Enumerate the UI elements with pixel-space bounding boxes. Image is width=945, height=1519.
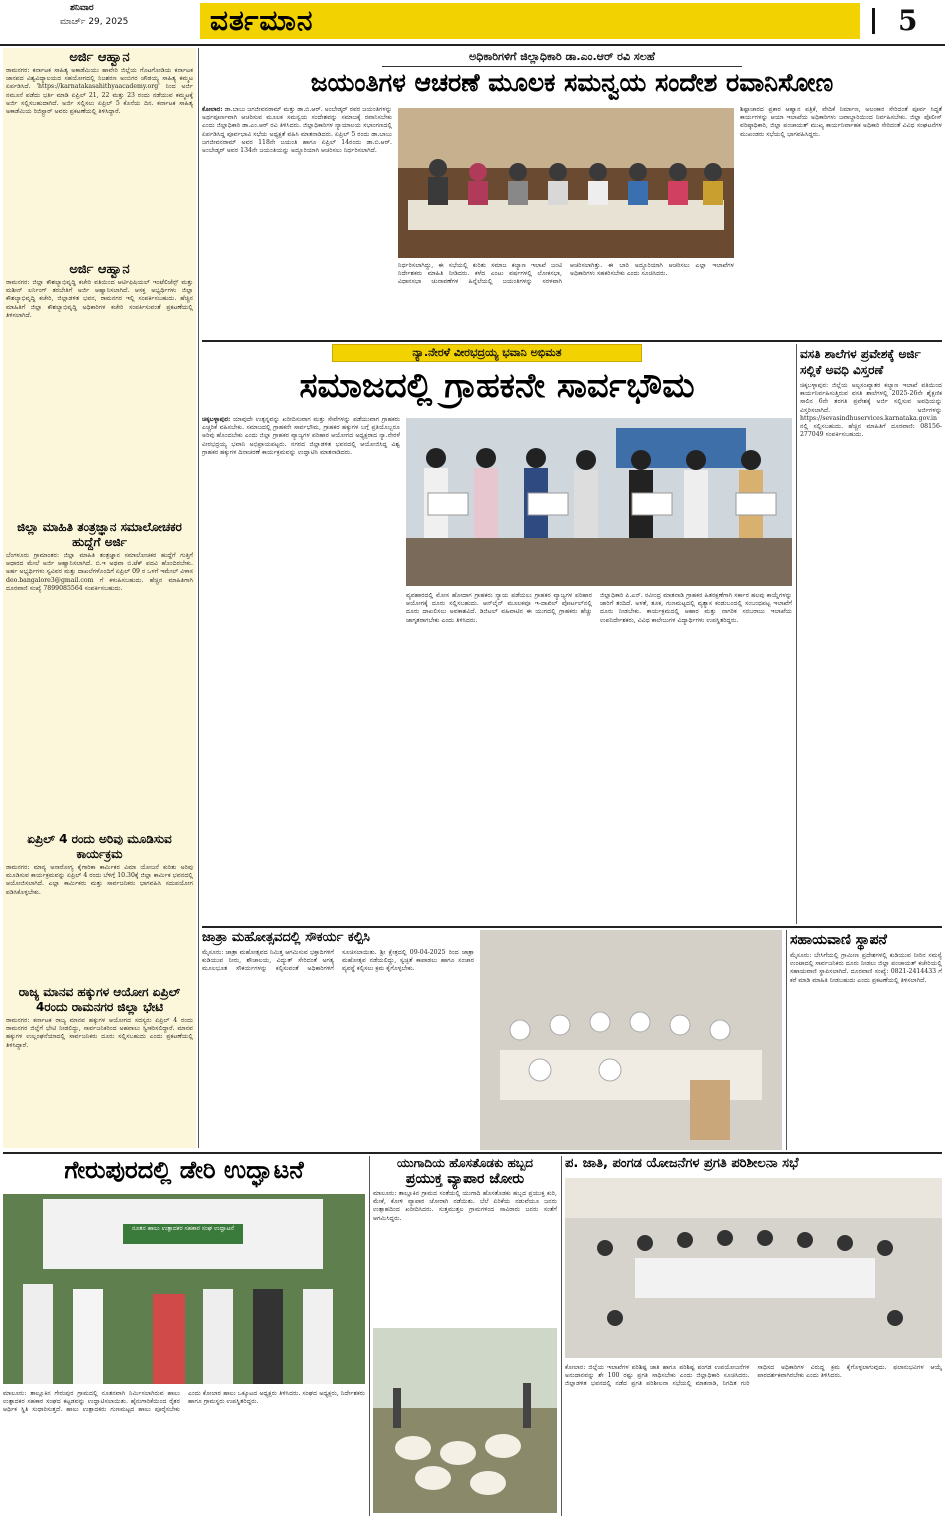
top-story	[202, 48, 942, 338]
sidebar-article-body: ರಾಮನಗರ: ಮಾನ್ಯ ಅನಾರೋಗ್ಯ ಕೈಗಾರಿಕಾ ಕಾರ್ಮಿಕರ ವಿಮಾ ಯೋಜನೆ ಕುರಿತು ಅರಿವು ಮೂಡಿಸುವ ಕಾರ್ಯಕ್ರಮವನ್ನು ಏಪ್ರಿಲ್ 4 ರಂದು ಬೆಳಿಗ್ಗೆ 10.30ಕ್ಕೆ ಜಿಲ್ಲಾ ಕಾರ್ಮಿಕ ಭವನದಲ್ಲಿ ಆಯೋಜಿಸಲಾಗಿದೆ. ಎಲ್ಲಾ ಕಾರ್ಮಿಕರು ಮತ್ತು ಸಾರ್ವಜನಿಕರು ಭಾಗವಹಿಸಿ ಸದುಪಯೋಗ ಪಡಿಸಿಕೊಳ್ಳಬೇಕು.	[6, 864, 193, 896]
fair-story-body: ಮೈಸೂರು: ಜಾತ್ರಾ ಮಹೋತ್ಸವದ ನಿಮಿತ್ತ ಆಗಮಿಸುವ ಭಕ್ತಾದಿಗಳಿಗೆ ಕುಡಿಯುವ ನೀರು, ಶೌಚಾಲಯ, ವಿದ್ಯುತ್ ಸೇರಿದಂತೆ ಅಗತ್ಯ ಮೂಲಭೂತ ಸೌಕರ್ಯಗಳನ್ನು ಕಲ್ಪಿಸುವಂತೆ ಅಧಿಕಾರಿಗಳಿಗೆ ಸೂಚಿಸಲಾಯಿತು. ಶ್ರೀ ಕ್ಷೇತ್ರದಲ್ಲಿ 09-04-2025 ರಿಂದ ಜಾತ್ರಾ ಮಹೋತ್ಸವ ನಡೆಯಲಿದ್ದು, ಸ್ವಚ್ಛತೆ ಕಾಪಾಡಲು ಹಾಗೂ ಸಂಚಾರ ವ್ಯವಸ್ಥೆ ಕಲ್ಪಿಸಲು ಕ್ರಮ ಕೈಗೊಳ್ಳಬೇಕು.	[202, 949, 474, 973]
dairy-story	[3, 1156, 365, 1516]
meeting-photo-illustration	[398, 108, 734, 258]
sidebar-article-body: ರಾಮನಗರ: ಕರ್ನಾಟಕ ರಾಜ್ಯ ಮಾನವ ಹಕ್ಕುಗಳ ಆಯೋಗದ ಸದಸ್ಯರು ಏಪ್ರಿಲ್ 4 ರಂದು ರಾಮನಗರ ಜಿಲ್ಲೆಗೆ ಭೇಟಿ ನೀಡಲಿದ್ದು, ಸಾರ್ವಜನಿಕರಿಂದ ಅಹವಾಲು ಸ್ವೀಕರಿಸಲಿದ್ದಾರೆ. ಮಾನವ ಹಕ್ಕುಗಳ ಉಲ್ಲಂಘನೆಯಾದಲ್ಲಿ ಸಾರ್ವಜನಿಕರು ದೂರು ಸಲ್ಲಿಸಬಹುದು ಎಂದು ಪ್ರಕಟಣೆಯಲ್ಲಿ ತಿಳಿಸಿದ್ದಾರೆ.	[6, 1017, 193, 1049]
middle-story-body-left	[202, 416, 400, 921]
sidebar-article-body: ರಾಮನಗರ: ಜಿಲ್ಲಾ ಕೌಶಲ್ಯಾಭಿವೃದ್ಧಿ ಕಚೇರಿ ವತಿಯಿಂದ ಆರ್ಟಿಫಿಷಿಯಲ್ ಇಂಟೆಲಿಜೆನ್ಸ್ ಮತ್ತು ಮಶೀನ್ ಲರ್ನಿಂಗ್ ತರಬೇತಿಗೆ ಅರ್ಜಿ ಆಹ್ವಾನಿಸಲಾಗಿದೆ. ಆಸಕ್ತ ಅಭ್ಯರ್ಥಿಗಳು ಜಿಲ್ಲಾ ಕೌಶಲ್ಯಾಭಿವೃದ್ಧಿ ಕಚೇರಿ, ಜಿಲ್ಲಾಡಳಿತ ಭವನ, ರಾಮನಗರ ಇಲ್ಲಿ ಸಂಪರ್ಕಿಸಬಹುದು. ಹೆಚ್ಚಿನ ಮಾಹಿತಿಗೆ ಜಿಲ್ಲಾ ಕೌಶಲ್ಯಾಭಿವೃದ್ಧಿ ಅಧಿಕಾರಿಗಳ ಕಚೇರಿ ಸಂಪರ್ಕಿಸುವಂತೆ ಪ್ರಕಟಣೆಯಲ್ಲಿ ತಿಳಿಸಲಾಗಿದೆ.	[6, 279, 193, 319]
middle-story-body-mid: ವ್ಯವಹಾರದಲ್ಲಿ ಮೋಸ ಹೋದಾಗ ಗ್ರಾಹಕರು ನ್ಯಾಯ ಪಡೆಯಲು ಗ್ರಾಹಕರ ವ್ಯಾಜ್ಯಗಳ ಪರಿಹಾರ ಆಯೋಗಕ್ಕೆ ದೂರು ಸಲ್ಲಿಸಬಹುದು. ಆನ್‌ಲೈನ್ ಮೂಲಕವೂ ಇ-ದಾಖಿಲ್ ಪೋರ್ಟಲ್‌ನಲ್ಲಿ ದೂರು ದಾಖಲಿಸಲು ಅವಕಾಶವಿದೆ. ಡಿಜಿಟಲ್ ವಹಿವಾಟಿನ ಈ ಯುಗದಲ್ಲಿ ಗ್ರಾಹಕರು ಹೆಚ್ಚು ಜಾಗೃತರಾಗಬೇಕು ಎಂದು ತಿಳಿಸಿದರು.	[406, 592, 592, 624]
middle-rule	[202, 926, 942, 928]
masthead-rule	[0, 44, 945, 46]
top-story-rule	[202, 340, 942, 342]
sidebar-article-title: ಜಿಲ್ಲಾ ಮಾಹಿತಿ ತಂತ್ರಜ್ಞಾನ ಸಮಾಲೋಚಕರ ಹುದ್ದೆಗೆ ಅರ್ಜಿ	[17, 520, 182, 549]
dairy-divider	[369, 1156, 370, 1516]
page-number: 5	[898, 4, 918, 37]
lower-rule	[3, 1152, 942, 1154]
top-story-headline: ಜಯಂತಿಗಳ ಆಚರಣೆ ಮೂಲಕ ಸಮನ್ವಯ ಸಂದೇಶ ರವಾನಿಸೋಣ	[310, 68, 834, 97]
helpline-story	[790, 932, 942, 1150]
review-meeting-illustration	[480, 930, 782, 1150]
pen-icon	[872, 8, 875, 34]
sidebar-article-title: ಏಪ್ರಿಲ್ 4 ರಂದು ಅರಿವು ಮೂಡಿಸುವ ಕಾರ್ಯಕ್ರಮ	[27, 832, 172, 861]
body-text: ಯಾವುದೇ ಉತ್ಪನ್ನವನ್ನು ಖರೀದಿಸುವಾಗ ಮತ್ತು ಸೇವೆಗಳನ್ನು ಪಡೆಯುವಾಗ ಗ್ರಾಹಕರು ಎಚ್ಚರಿಕೆ ವಹಿಸಬೇಕು. ಸಮಾಜದಲ್ಲಿ ಗ್ರಾಹಕನೇ ಸಾರ್ವಭೌಮ, ಗ್ರಾಹಕರ ಹಕ್ಕುಗಳ ಬಗ್ಗೆ ಪ್ರತಿಯೊಬ್ಬರೂ ಅರಿವು ಹೊಂದಬೇಕು ಎಂದು ಜಿಲ್ಲಾ ಗ್ರಾಹಕರ ವ್ಯಾಜ್ಯಗಳ ಪರಿಹಾರ ಆಯೋಗದ ಅಧ್ಯಕ್ಷರಾದ ನ್ಯಾ.ನೇರಳೆ ವೀರಭದ್ರಯ್ಯ ಭವಾನಿ ಅಭಿಪ್ರಾಯಪಟ್ಟರು. ನಗರದ ಜಿಲ್ಲಾಡಳಿತ ಭವನದಲ್ಲಿ ಆಯೋಜಿಸಿದ್ದ ವಿಶ್ವ ಗ್ರಾಹಕರ ಹಕ್ಕುಗಳ ದಿನಾಚರಣೆ ಕಾರ್ಯಕ್ರಮವನ್ನು ಉದ್ಘಾಟಿಸಿ ಮಾತನಾಡಿದರು.	[202, 416, 400, 456]
masthead	[0, 0, 945, 44]
middle-story	[202, 344, 792, 924]
sheep-market-photo	[373, 1328, 557, 1513]
fair-story	[202, 930, 474, 1150]
sidebar-article-title: ರಾಜ್ಯ ಮಾನವ ಹಕ್ಕುಗಳ ಆಯೋಗ ಏಪ್ರಿಲ್ 4ರಂದು ರಾಮನಗರ ಜಿಲ್ಲಾ ಭೇಟಿ	[18, 985, 181, 1014]
sidebar-article	[6, 50, 193, 267]
top-story-body-right: ನಿರ್ಧರಿಸಲಾಗಿದ್ದು, ಈ ಸಭೆಯಲ್ಲಿ ಕುರಿತು ಸಮಾಜ ಕಲ್ಯಾಣ ಇಲಾಖೆ ಜಂಟಿ ನಿರ್ದೇಶಕರು ಮಾಹಿತಿ ನೀಡಿದರು. ಕಳೆದ ಎಂಟು ವರ್ಷಗಳಲ್ಲಿ ಲೋಕಸಭಾ, ವಿಧಾನಸಭಾ ಚುನಾವಣೆಗಳ ಹಿನ್ನೆಲೆಯಲ್ಲಿ ಜಯಂತಿಗಳನ್ನು ಸರಳವಾಗಿ ಆಚರಿಸಲಾಗಿತ್ತು. ಈ ಬಾರಿ ಅದ್ದೂರಿಯಾಗಿ ಆಚರಿಸಲು ಎಲ್ಲಾ ಇಲಾಖೆಗಳ ಅಧಿಕಾರಿಗಳು ಸಹಕರಿಸಬೇಕು ಎಂದು ಸೂಚಿಸಿದರು.	[398, 262, 734, 286]
right-column-divider	[796, 344, 797, 924]
ugadi-divider	[561, 1156, 562, 1516]
review-photo-illustration	[565, 1178, 942, 1358]
sidebar-article	[6, 262, 193, 529]
consumer-event-illustration	[406, 418, 792, 586]
ugadi-story	[373, 1156, 557, 1516]
sidebar-divider	[198, 48, 199, 1148]
masthead-title-box	[200, 3, 860, 39]
dairy-illustration	[3, 1194, 365, 1384]
dairy-photo	[3, 1194, 365, 1384]
masthead-title: ವರ್ತಮಾನ	[210, 4, 314, 37]
dairy-story-body: ಮಾಲೂರು: ತಾಲ್ಲೂಕಿನ ಗೇರುಪುರ ಗ್ರಾಮದಲ್ಲಿ ನೂತನವಾಗಿ ನಿರ್ಮಿಸಲಾಗಿರುವ ಹಾಲು ಉತ್ಪಾದಕರ ಸಹಕಾರ ಸಂಘದ ಕಟ್ಟಡವನ್ನು ಉದ್ಘಾಟಿಸಲಾಯಿತು. ಹೈನುಗಾರಿಕೆಯಿಂದ ರೈತರ ಆರ್ಥಿಕ ಸ್ಥಿತಿ ಸುಧಾರಿಸುತ್ತದೆ. ಹಾಲು ಉತ್ಪಾದಕರು ಗುಣಮಟ್ಟದ ಹಾಲು ಪೂರೈಸಬೇಕು ಎಂದು ಕೋಲಾರ ಹಾಲು ಒಕ್ಕೂಟದ ಅಧ್ಯಕ್ಷರು ತಿಳಿಸಿದರು. ಸಂಘದ ಅಧ್ಯಕ್ಷರು, ನಿರ್ದೇಶಕರು ಹಾಗೂ ಗ್ರಾಮಸ್ಥರು ಉಪಸ್ಥಿತರಿದ್ದರು.	[3, 1390, 365, 1414]
dairy-banner-text: ನೂತನ ಹಾಲು ಉತ್ಪಾದಕರ ಸಹಕಾರ ಸಂಘ ಉದ್ಘಾಟನೆ	[132, 1225, 234, 1232]
helpline-story-body: ಮೈಸೂರು: ಬೇಸಿಗೆಯಲ್ಲಿ ಗ್ರಾಮೀಣ ಪ್ರದೇಶಗಳಲ್ಲಿ ಕುಡಿಯುವ ನೀರಿನ ಸಮಸ್ಯೆ ಉಂಟಾದಲ್ಲಿ ಸಾರ್ವಜನಿಕರು ದೂರು ನೀಡಲು ಜಿಲ್ಲಾ ಪಂಚಾಯತ್ ಕಚೇರಿಯಲ್ಲಿ ಸಹಾಯವಾಣಿ ಸ್ಥಾಪಿಸಲಾಗಿದೆ. ದೂರವಾಣಿ ಸಂಖ್ಯೆ: 0821-2414433 ಗೆ ಕರೆ ಮಾಡಿ ಮಾಹಿತಿ ನೀಡಬಹುದು ಎಂದು ಪ್ರಕಟಣೆಯಲ್ಲಿ ತಿಳಿಸಲಾಗಿದೆ.	[790, 952, 942, 984]
sidebar-article-body: ಬೆಂಗಳೂರು ಗ್ರಾಮಾಂತರ: ಜಿಲ್ಲಾ ಮಾಹಿತಿ ತಂತ್ರಜ್ಞಾನ ಸಮಾಲೋಚಕರ ಹುದ್ದೆಗೆ ಗುತ್ತಿಗೆ ಆಧಾರದ ಮೇಲೆ ಅರ್ಜಿ ಆಹ್ವಾನಿಸಲಾಗಿದೆ. ಬಿ.ಇ ಅಥವಾ ಬಿ.ಟೆಕ್ ಪದವಿ ಹೊಂದಿರಬೇಕು. ಅರ್ಹ ಅಭ್ಯರ್ಥಿಗಳು ಸ್ವವಿವರ ಮತ್ತು ದಾಖಲೆಗಳೊಂದಿಗೆ ಏಪ್ರಿಲ್ 09 ರ ಒಳಗೆ ಇಮೇಲ್ ವಿಳಾಸ deo.bangalore3@gmail.com ಗೆ ಕಳುಹಿಸಬಹುದು. ಹೆಚ್ಚಿನ ಮಾಹಿತಿಗಾಗಿ ದೂರವಾಣಿ ಸಂಖ್ಯೆ 7899085564 ಸಂಪರ್ಕಿಸಬಹುದು.	[6, 552, 193, 592]
sidebar-article-body: ರಾಮನಗರ: ಕರ್ನಾಟಕ ಸಾಹಿತ್ಯ ಅಕಾಡೆಮಿಯು ಹಾವೇರಿ ಜಿಲ್ಲೆಯ ಗೊಟಗೋಡಿಯ ಕರ್ನಾಟಕ ಜಾನಪದ ವಿಶ್ವವಿದ್ಯಾಲಯದ ಸಹಯೋಗದಲ್ಲಿ ನಿಜಶರಣ ಅಂಬಿಗರ ಚೌಡಯ್ಯ ಸಾಹಿತ್ಯ ಕಮ್ಮಟ ಏರ್ಪಡಿಸಿದೆ. 'https://karnatakasahithyaacademy.org' ನಿಂದ ಅರ್ಜಿ ನಮೂನೆ ಪಡೆದು ಭರ್ತಿ ಮಾಡಿ ಏಪ್ರಿಲ್ 21, 22 ಮತ್ತು 23 ರಂದು ನಡೆಯುವ ಕಮ್ಮಟಕ್ಕೆ ಅರ್ಜಿ ಸಲ್ಲಿಸಬಹುದಾಗಿದೆ. ಅರ್ಜಿ ಸಲ್ಲಿಸಲು ಏಪ್ರಿಲ್ 5 ಕೊನೆಯ ದಿನ. ಕರ್ನಾಟಕ ಸಾಹಿತ್ಯ ಅಕಾಡೆಮಿಯ ರಿಜಿಸ್ಟ್ರಾರ್ ಅವರು ಪ್ರಕಟಣೆಯಲ್ಲಿ ತಿಳಿಸಿದ್ದಾರೆ.	[6, 67, 193, 116]
dairy-story-headline: ಗೇರುಪುರದಲ್ಲಿ ಡೇರಿ ಉದ್ಘಾಟನೆ	[64, 1156, 304, 1184]
review-photo	[565, 1178, 942, 1358]
consumer-event-photo	[406, 418, 792, 586]
sheep-market-illustration	[373, 1328, 557, 1513]
ugadi-story-kicker: ಯುಗಾದಿಯ ಹೊಸತೊಡಕು ಹಬ್ಬದ	[396, 1156, 534, 1170]
sidebar-article	[6, 520, 193, 812]
helpline-story-headline: ಸಹಾಯವಾಣಿ ಸ್ಥಾಪನೆ	[790, 932, 887, 948]
meeting-photo	[398, 108, 734, 258]
sidebar-article	[6, 985, 193, 1137]
sidebar-article-title: ಅರ್ಜಿ ಆಹ್ವಾನ	[69, 262, 130, 277]
masthead-day: ಶನಿವಾರ	[70, 3, 94, 13]
top-story-kicker: ಅಧಿಕಾರಿಗಳಿಗೆ ಜಿಲ್ಲಾಧಿಕಾರಿ ಡಾ.ಎಂ.ಆರ್ ರವಿ ಸಲಹೆ	[382, 50, 742, 67]
top-story-body-left	[202, 106, 392, 336]
sidebar-article-title: ಅರ್ಜಿ ಆಹ್ವಾನ	[69, 50, 130, 65]
middle-story-kicker: ನ್ಯಾ.ನೇರಳೆ ವೀರಭದ್ರಯ್ಯ ಭವಾನಿ ಅಭಿಮತ	[412, 346, 562, 359]
review-meeting-photo	[480, 930, 782, 1150]
ugadi-story-headline: ಪ್ರಯುಕ್ತ ವ್ಯಾಪಾರ ಜೋರು	[405, 1171, 525, 1187]
right-brief	[800, 346, 942, 921]
review-story	[565, 1156, 942, 1516]
middle-story-headline: ಸಮಾಜದಲ್ಲಿ ಗ್ರಾಹಕನೇ ಸಾರ್ವಭೌಮ	[299, 366, 695, 406]
masthead-date: ಮಾರ್ಚ್ 29, 2025	[60, 17, 129, 27]
top-story-body-far: ಶಿಷ್ಟಾಚಾರದ ಪ್ರಕಾರ ಆಹ್ವಾನ ಪತ್ರಿಕೆ, ವೇದಿಕೆ ನಿರ್ಮಾಣ, ಅಲಂಕಾರ ಸೇರಿದಂತೆ ಪೂರ್ವ ಸಿದ್ಧತೆ ಕಾರ್ಯಗಳನ್ನು ಆಯಾ ಇಲಾಖೆಯ ಅಧಿಕಾರಿಗಳು ಜವಾಬ್ದಾರಿಯಿಂದ ನಿರ್ವಹಿಸಬೇಕು. ಜಿಲ್ಲಾ ಪೊಲೀಸ್ ವರಿಷ್ಠಾಧಿಕಾರಿ, ಜಿಲ್ಲಾ ಪಂಚಾಯತ್ ಮುಖ್ಯ ಕಾರ್ಯನಿರ್ವಾಹಕ ಅಧಿಕಾರಿ ಸೇರಿದಂತೆ ವಿವಿಧ ಸಂಘಟನೆಗಳ ಮುಖಂಡರು ಸಭೆಯಲ್ಲಿ ಭಾಗವಹಿಸಿದ್ದರು.	[740, 106, 942, 138]
dateline: ಚಿಕ್ಕಬಳ್ಳಾಪುರ:	[202, 416, 231, 423]
right-brief-title: ವಸತಿ ಶಾಲೆಗಳ ಪ್ರವೇಶಕ್ಕೆ ಅರ್ಜಿ ಸಲ್ಲಿಕೆ ಅವಧಿ ವಿಸ್ತರಣೆ	[800, 347, 921, 377]
middle-story-body-right: ಜಿಲ್ಲಾಧಿಕಾರಿ ಪಿ.ಎನ್. ರವೀಂದ್ರ ಮಾತನಾಡಿ ಗ್ರಾಹಕರ ಹಿತರಕ್ಷಣೆಗಾಗಿ ಸರ್ಕಾರ ಹಲವು ಕಾಯ್ದೆಗಳನ್ನು ಜಾರಿಗೆ ತಂದಿದೆ. ಅಳತೆ, ತೂಕ, ಗುಣಮಟ್ಟದಲ್ಲಿ ವ್ಯತ್ಯಾಸ ಕಂಡುಬಂದಲ್ಲಿ ಸಂಬಂಧಪಟ್ಟ ಇಲಾಖೆಗೆ ದೂರು ನೀಡಬೇಕು. ಕಾರ್ಯಕ್ರಮದಲ್ಲಿ ಆಹಾರ ಮತ್ತು ನಾಗರಿಕ ಸರಬರಾಜು ಇಲಾಖೆಯ ಉಪನಿರ್ದೇಶಕರು, ವಿವಿಧ ಕಾಲೇಜುಗಳ ವಿದ್ಯಾರ್ಥಿಗಳು ಉಪಸ್ಥಿತರಿದ್ದರು.	[600, 592, 792, 624]
fair-story-headline: ಜಾತ್ರಾ ಮಹೋತ್ಸವದಲ್ಲಿ ಸೌಕರ್ಯ ಕಲ್ಪಿಸಿ	[202, 930, 370, 945]
body-text: ಡಾ.ಬಾಬು ಜಗಜೀವನರಾಮ್ ಮತ್ತು ಡಾ.ಬಿ.ಆರ್. ಅಂಬೇಡ್ಕರ್ ರವರ ಜಯಂತಿಗಳನ್ನು ಅರ್ಥಪೂರ್ಣವಾಗಿ ಆಚರಿಸುವ ಮೂಲಕ ಸಮನ್ವಯ ಸಂದೇಶವನ್ನು ಸಮಾಜಕ್ಕೆ ರವಾನಿಸಬೇಕು ಎಂದು ಜಿಲ್ಲಾಧಿಕಾರಿ ಡಾ.ಎಂ.ಆರ್ ರವಿ ತಿಳಿಸಿದರು. ಜಿಲ್ಲಾಧಿಕಾರಿಗಳ ನ್ಯಾಯಾಲಯ ಸಭಾಂಗಣದಲ್ಲಿ ಏರ್ಪಡಿಸಿದ್ದ ಪೂರ್ವಭಾವಿ ಸಭೆಯ ಅಧ್ಯಕ್ಷತೆ ವಹಿಸಿ ಮಾತನಾಡಿದರು. ಏಪ್ರಿಲ್ 5 ರಂದು ಡಾ.ಬಾಬು ಜಗಜೀವನರಾಮ್ ಅವರ 118ನೇ ಜಯಂತಿ ಹಾಗೂ ಏಪ್ರಿಲ್ 14ರಂದು ಡಾ.ಬಿ.ಆರ್. ಅಂಬೇಡ್ಕರ್ ಅವರ 134ನೇ ಜಯಂತಿಯನ್ನು ಅದ್ದೂರಿಯಾಗಿ ಆಚರಿಸಲು ನಿರ್ಧರಿಸಲಾಗಿದೆ.	[202, 106, 392, 155]
sidebar-article	[6, 832, 193, 969]
ugadi-story-body: ಮಾಲೂರು: ತಾಲ್ಲೂಕಿನ ಗ್ರಾಮದ ಸಂತೆಯಲ್ಲಿ ಯುಗಾದಿ ಹೊಸತೊಡಕು ಹಬ್ಬದ ಪ್ರಯುಕ್ತ ಕುರಿ, ಮೇಕೆ, ಕೋಳಿ ವ್ಯಾಪಾರ ಜೋರಾಗಿ ನಡೆಯಿತು. ಬೆಲೆ ಏರಿಕೆಯ ನಡುವೆಯೂ ಜನರು ಉತ್ಸಾಹದಿಂದ ಖರೀದಿಸಿದರು. ಸುತ್ತಮುತ್ತಲ ಗ್ರಾಮಗಳಿಂದ ಸಾವಿರಾರು ಜನರು ಸಂತೆಗೆ ಆಗಮಿಸಿದ್ದರು.	[373, 1190, 557, 1222]
dateline: ಕೋಲಾರ:	[202, 106, 223, 113]
review-story-body: ಕೋಲಾರ: ಜಿಲ್ಲೆಯ ಇಲಾಖೆಗಳ ಪರಿಶಿಷ್ಟ ಜಾತಿ ಹಾಗೂ ಪರಿಶಿಷ್ಟ ಪಂಗಡ ಉಪಯೋಜನೆಗಳ ಅನುದಾನವನ್ನು ಶೇ 100 ರಷ್ಟು ಪ್ರಗತಿ ಸಾಧಿಸಬೇಕು ಎಂದು ಜಿಲ್ಲಾಧಿಕಾರಿ ಸೂಚಿಸಿದರು. ಜಿಲ್ಲಾಡಳಿತ ಭವನದಲ್ಲಿ ನಡೆದ ಪ್ರಗತಿ ಪರಿಶೀಲನಾ ಸಭೆಯಲ್ಲಿ ಮಾತನಾಡಿ, ನಿಗದಿತ ಗುರಿ ಸಾಧಿಸದ ಅಧಿಕಾರಿಗಳ ವಿರುದ್ಧ ಕ್ರಮ ಕೈಗೊಳ್ಳಲಾಗುವುದು. ಫಲಾನುಭವಿಗಳ ಆಯ್ಕೆ ಪಾರದರ್ಶಕವಾಗಿರಬೇಕು ಎಂದು ತಿಳಿಸಿದರು.	[565, 1364, 942, 1388]
helpline-divider	[786, 930, 787, 1150]
review-story-headline: ಪ. ಜಾತಿ, ಪಂಗಡ ಯೋಜನೆಗಳ ಪ್ರಗತಿ ಪರಿಶೀಲನಾ ಸಭೆ	[565, 1156, 799, 1171]
right-brief-body: ಚಿಕ್ಕಬಳ್ಳಾಪುರ: ಜಿಲ್ಲೆಯ ಅಲ್ಪಸಂಖ್ಯಾತರ ಕಲ್ಯಾಣ ಇಲಾಖೆ ವತಿಯಿಂದ ಕಾರ್ಯನಿರ್ವಹಿಸುತ್ತಿರುವ ವಸತಿ ಶಾಲೆಗಳಲ್ಲಿ 2025-26ನೇ ಶೈಕ್ಷಣಿಕ ಸಾಲಿನ 6ನೇ ತರಗತಿ ಪ್ರವೇಶಕ್ಕೆ ಅರ್ಜಿ ಸಲ್ಲಿಸುವ ಅವಧಿಯನ್ನು ವಿಸ್ತರಿಸಲಾಗಿದೆ. ಅರ್ಜಿಗಳನ್ನು https://sevasindhuservices.karnataka.gov.in ನಲ್ಲಿ ಸಲ್ಲಿಸಬಹುದು. ಹೆಚ್ಚಿನ ಮಾಹಿತಿಗೆ ದೂರವಾಣಿ: 08156-277049 ಸಂಪರ್ಕಿಸಬಹುದು.	[800, 382, 942, 439]
